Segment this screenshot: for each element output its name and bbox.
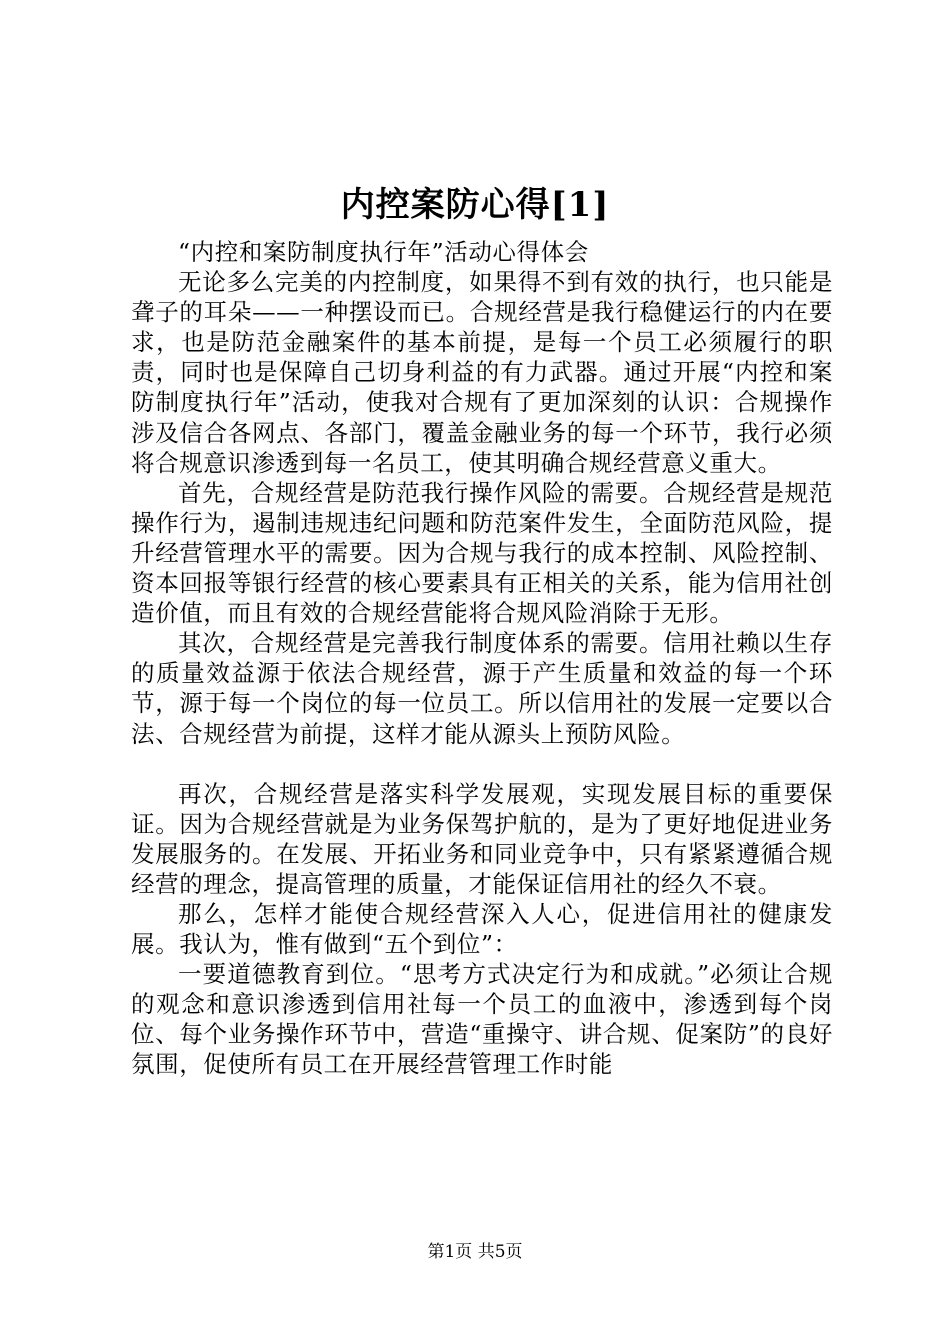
- paragraph-third: 再次，合规经营是落实科学发展观，实现发展目标的重要保证。因为合规经营就是为业务保驾护航的，是为了更好地促进业务发展服务的。在发展、开拓业务和同业竞争中，只有紧紧遵循合规经营的理念，提高管理的质量，才能保证信用社的经久不衰。: [131, 779, 833, 898]
- paragraph-intro: 无论多么完美的内控制度，如果得不到有效的执行，也只能是聋子的耳朵——一种摆设而已。合规经营是我行稳健运行的内在要求，也是防范金融案件的基本前提，是每一个员工必须履行的职责，同时也是保障自己切身利益的有力武器。通过开展“内控和案防制度执行年”活动，使我对合规有了更加深刻的认识：合规操作涉及信合各网点、各部门，覆盖金融业务的每一个环节，我行必须将合规意识渗透到每一名员工，使其明确合规经营意义重大。: [131, 268, 833, 477]
- paragraph-first: 首先，合规经营是防范我行操作风险的需要。合规经营是规范操作行为，遏制违规违纪问题和防范案件发生，全面防范风险，提升经营管理水平的需要。因为合规与我行的成本控制、风险控制、资本回报等银行经营的核心要素具有正相关的关系，能为信用社创造价值，而且有效的合规经营能将合规风险消除于无形。: [131, 478, 833, 628]
- document-body: [131, 237, 833, 1080]
- document-title: 内控案防心得[1]: [340, 185, 610, 225]
- paragraph-subtitle: “内控和案防制度执行年”活动心得体会: [178, 238, 589, 266]
- page-number-footer: 第1页 共5页: [427, 1242, 523, 1262]
- paragraph-point-one: 一要道德教育到位。“思考方式决定行为和成就。”必须让合规的观念和意识渗透到信用社每一个员工的血液中，渗透到每个岗位、每个业务操作环节中，营造“重操守、讲合规、促案防”的良好氛围，促使所有员工在开展经营管理工作时能: [131, 960, 833, 1079]
- paragraph-second: 其次，合规经营是完善我行制度体系的需要。信用社赖以生存的质量效益源于依法合规经营，源于产生质量和效益的每一个环节，源于每一个岗位的每一位员工。所以信用社的发展一定要以合法、合规经营为前提，这样才能从源头上预防风险。: [131, 629, 833, 748]
- paragraph-how: 那么，怎样才能使合规经营深入人心，促进信用社的健康发展。我认为，惟有做到“五个到位”：: [131, 899, 833, 959]
